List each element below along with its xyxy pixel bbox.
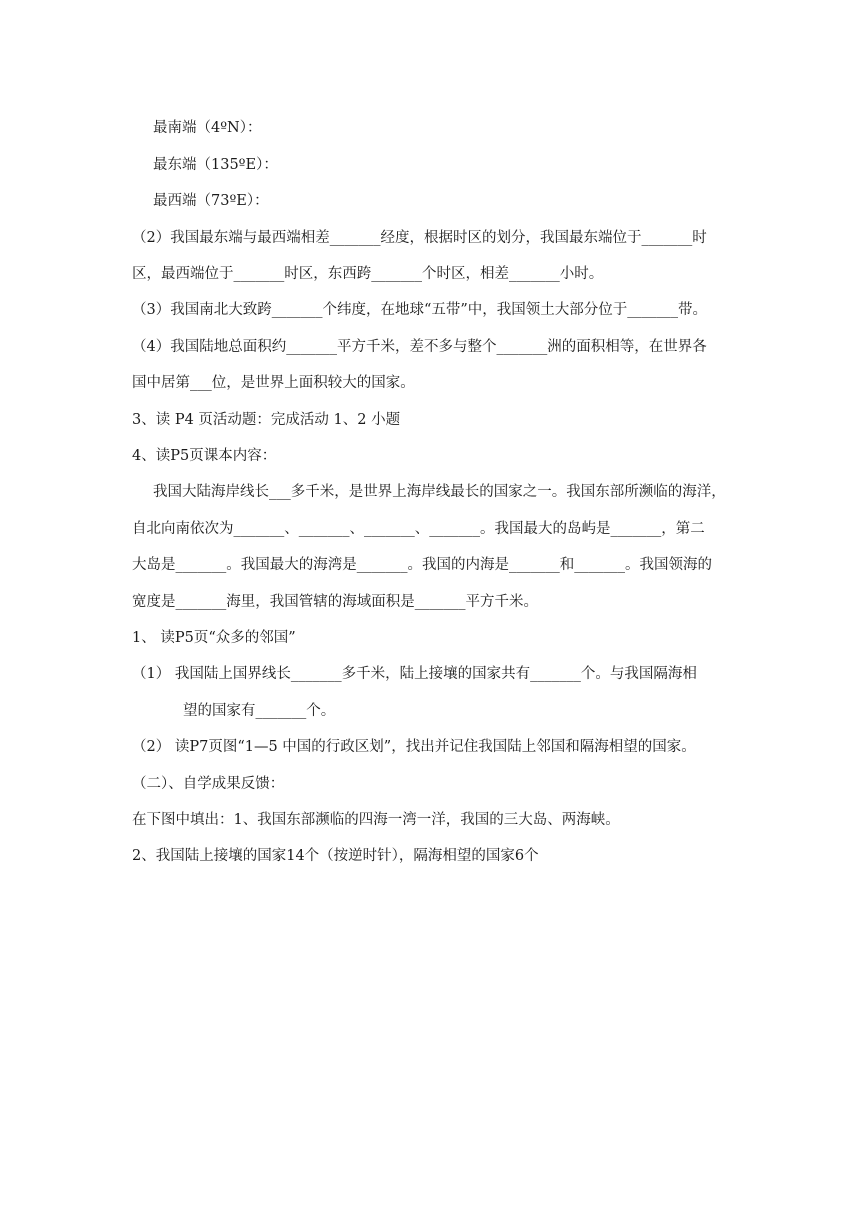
text-line-feedback-1: 在下图中填出：1、我国东部濒临的四海一湾一洋，我国的三大岛、两海峡。: [132, 812, 620, 828]
text-line-coast-part1: 我国大陆海岸线长___多千米，是世界上海岸线最长的国家之一。我国东部所濒临的海洋，: [153, 484, 726, 500]
text-line-q2-part2: 区，最西端位于_______时区，东西跨_______个时区，相差_______小时。: [132, 266, 604, 282]
text-line-item3: 3、读 P4 页活动题：完成活动 1、2 小题: [132, 412, 401, 428]
text-line-coast-part3: 大岛是_______。我国最大的海湾是_______。我国的内海是_______和_______。我国领海的: [132, 557, 712, 573]
text-line-coast-part4: 宽度是_______海里，我国管辖的海域面积是_______平方千米。: [132, 594, 538, 610]
text-line-southernmost: 最南端（4ºN）：: [153, 120, 262, 136]
text-line-q4-part1: （4）我国陆地总面积约_______平方千米，差不多与整个_______洲的面积相等，在世界各: [132, 339, 707, 355]
text-line-neighbors-heading: 1、 读P5页“众多的邻国”: [132, 630, 296, 646]
text-line-q4-part2: 国中居第___位，是世界上面积较大的国家。: [132, 375, 415, 391]
text-line-neighbors-q1-part1: （1） 我国陆上国界线长_______多千米，陆上接壤的国家共有_______个。与我国隔海相: [132, 666, 697, 682]
text-line-coast-part2: 自北向南依次为_______、_______、_______、_______。我国最大的岛屿是_______，第二: [132, 521, 705, 537]
text-line-q3: （3）我国南北大致跨_______个纬度，在地球“五带”中，我国领土大部分位于_______带。: [132, 302, 708, 318]
text-line-q2-part1: （2）我国最东端与最西端相差_______经度，根据时区的划分，我国最东端位于_______时: [132, 230, 707, 246]
text-line-neighbors-q1-part2: 望的国家有_______个。: [183, 703, 336, 719]
text-line-feedback-2: 2、我国陆上接壤的国家14个（按逆时针），隔海相望的国家6个: [132, 848, 539, 864]
text-line-easternmost: 最东端（135ºE）：: [153, 157, 278, 173]
text-line-neighbors-q2: （2） 读P7页图“1—5 中国的行政区划”，找出并记住我国陆上邻国和隔海相望的国家。: [132, 739, 696, 755]
text-line-westernmost: 最西端（73ºE）：: [153, 193, 269, 209]
text-line-section-feedback: （二）、自学成果反馈：: [132, 776, 285, 792]
text-line-item4: 4、读P5页课本内容：: [132, 448, 277, 464]
